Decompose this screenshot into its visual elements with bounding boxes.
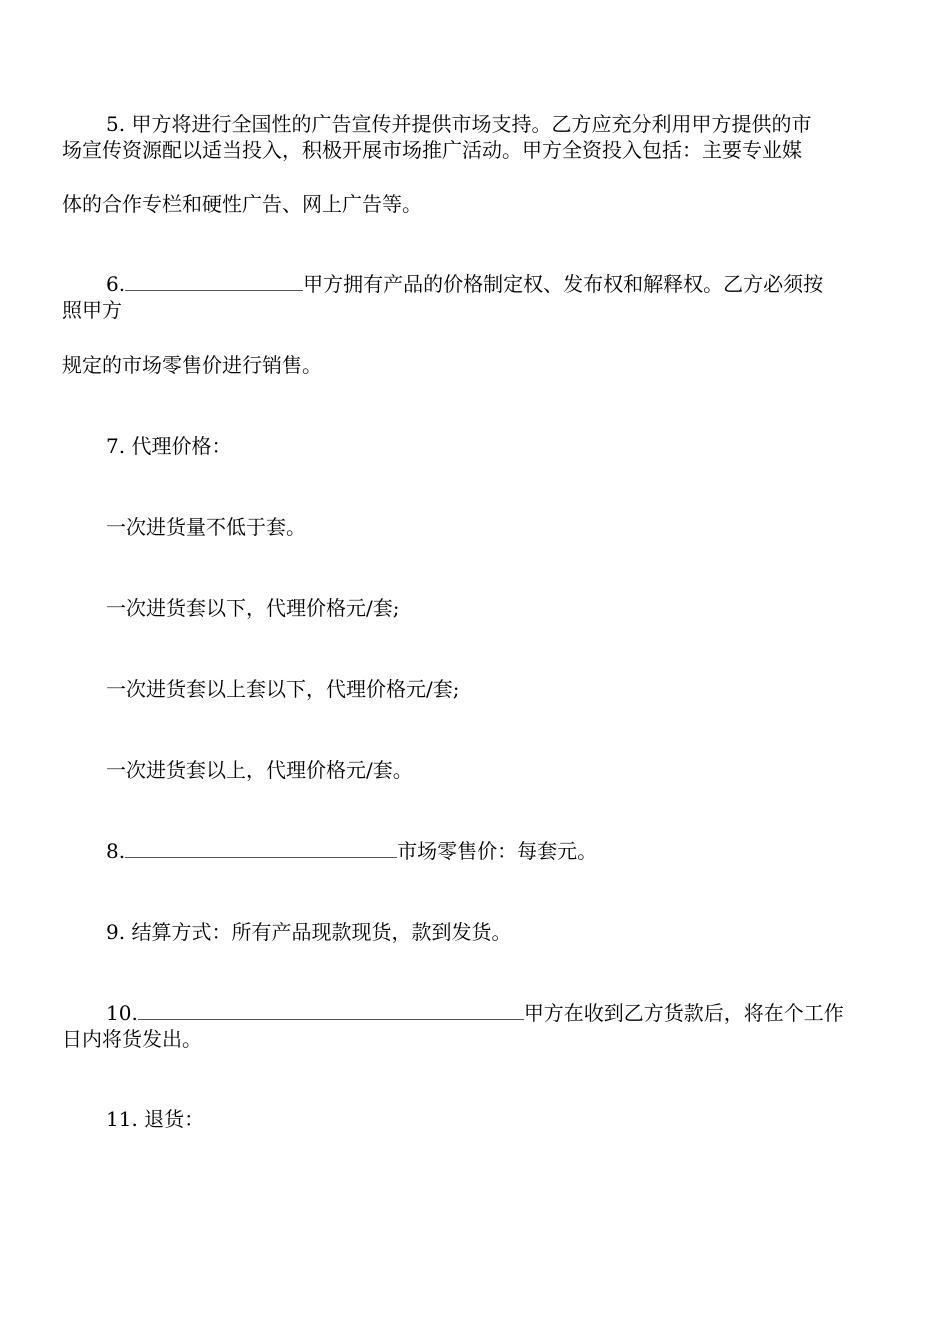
fill-in-blank xyxy=(125,272,303,291)
clause-5-line-3: 体的合作专栏和硬性广告、网上广告等。 xyxy=(62,192,422,216)
price-item-4: 一次进货套以上，代理价格元/套。 xyxy=(106,758,413,782)
clause-6-text: 甲方拥有产品的价格制定权、发布权和解释权。乙方必须按 xyxy=(303,272,824,296)
clause-9-line: 9. 结算方式：所有产品现款现货，款到发货。 xyxy=(106,920,512,944)
clause-8-number: 8. xyxy=(106,839,126,863)
clause-6-line-3: 规定的市场零售价进行销售。 xyxy=(62,353,322,377)
clause-8-text: 市场零售价：每套元。 xyxy=(397,839,598,863)
clause-10-text: 甲方在收到乙方货款后，将在个工作 xyxy=(523,1001,844,1025)
price-item-2: 一次进货套以下，代理价格元/套; xyxy=(106,596,400,620)
clause-6-line-2: 照甲方 xyxy=(62,298,122,322)
clause-10-number: 10. xyxy=(106,1001,138,1025)
clause-6-number: 6. xyxy=(106,272,126,296)
fill-in-blank xyxy=(138,1001,524,1020)
clause-7-heading: 7. 代理价格： xyxy=(106,434,232,458)
clause-5-line-1: 5. 甲方将进行全国性的广告宣传并提供市场支持。乙方应充分利用甲方提供的市 xyxy=(106,112,812,136)
price-item-3: 一次进货套以上套以下，代理价格元/套; xyxy=(106,677,460,701)
clause-10-line-1 xyxy=(106,1001,844,1025)
clause-8-line xyxy=(106,839,597,863)
clause-6-line-1 xyxy=(106,272,823,296)
clause-11-line: 11. 退货： xyxy=(106,1107,205,1131)
clause-5-line-2: 场宣传资源配以适当投入，积极开展市场推广活动。甲方全资投入包括：主要专业媒 xyxy=(62,138,802,162)
clause-10-line-2: 日内将货发出。 xyxy=(62,1027,202,1051)
fill-in-blank xyxy=(125,839,397,858)
price-item-1: 一次进货量不低于套。 xyxy=(106,515,306,539)
